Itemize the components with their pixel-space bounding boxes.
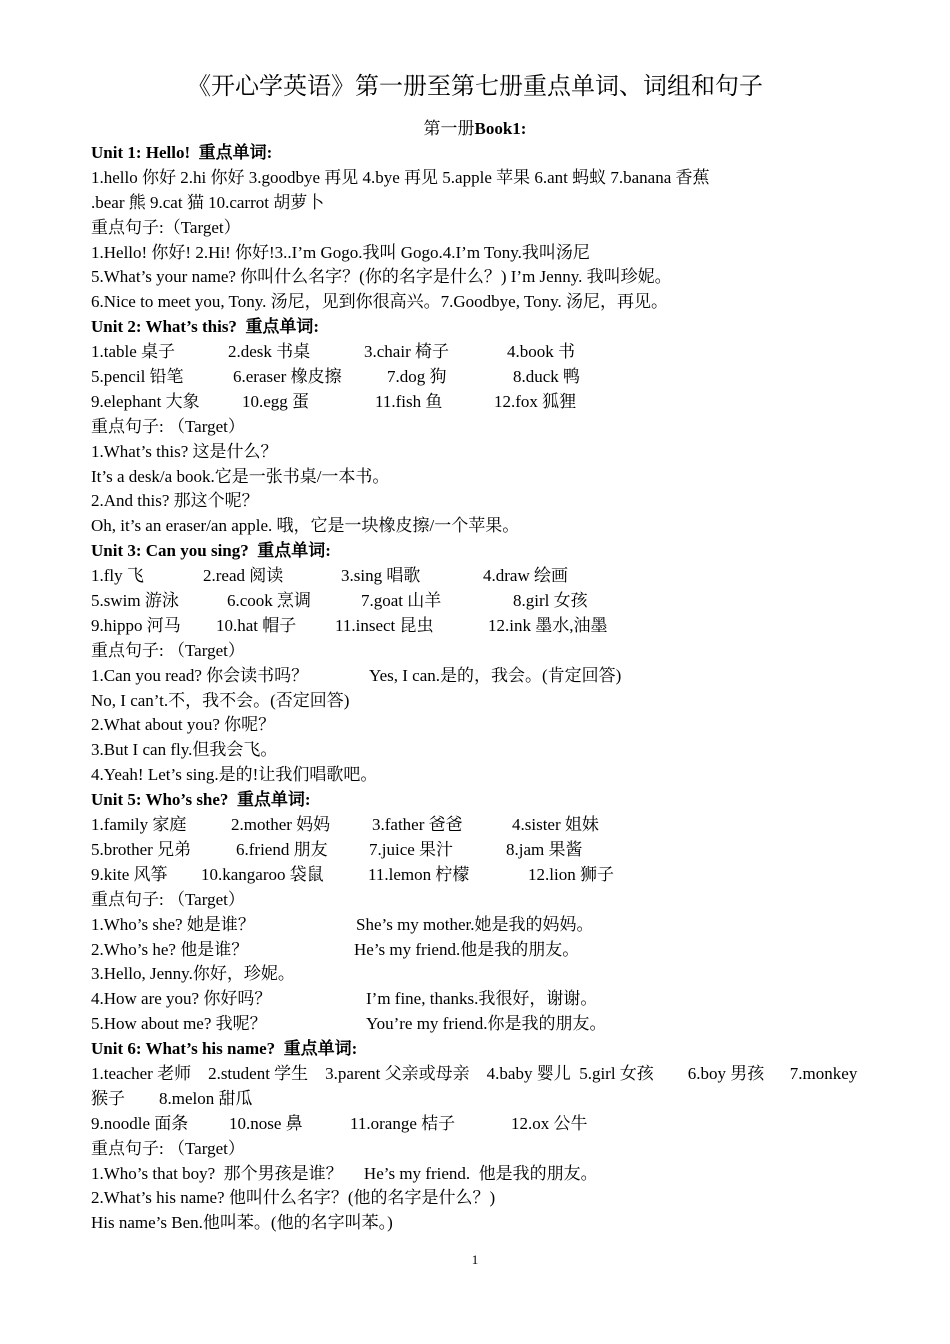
word-item: 3.chair 椅子 — [364, 342, 449, 362]
word-item: 10.kangaroo 袋鼠 — [201, 864, 324, 884]
target-heading: 重点句子: （Target） — [91, 1138, 245, 1158]
word-item: 8.jam 果酱 — [506, 839, 583, 859]
target-heading: 重点句子: （Target） — [91, 889, 245, 909]
unit-heading: Unit 5: Who’s she? 重点单词: — [91, 790, 311, 810]
sentence-question: 4.How are you? 你好吗？ — [91, 989, 272, 1009]
content — [91, 141, 881, 1236]
word-item: 11.insect 昆虫 — [335, 615, 434, 635]
sentence-answer: I’m fine, thanks.我很好，谢谢。 — [366, 989, 598, 1009]
sentence-question: 5.How about me? 我呢？ — [91, 1014, 267, 1034]
word-item: 4.book 书 — [507, 342, 575, 362]
word-row — [91, 813, 881, 838]
sentence-line: His name’s Ben.他叫苯。(他的名字叫苯。) — [91, 1213, 393, 1233]
sentence-row — [91, 987, 881, 1012]
word-row — [91, 589, 881, 614]
sentence-line: No, I can’t.不，我不会。(否定回答) — [91, 690, 350, 710]
word-item: 12.fox 狐狸 — [494, 391, 577, 411]
word-row — [91, 365, 881, 390]
word-item: 1.fly 飞 — [91, 566, 144, 586]
word-item: 5.brother 兄弟 — [91, 839, 192, 859]
word-item: 10.hat 帽子 — [216, 615, 297, 635]
unit-heading: Unit 2: What’s this? 重点单词: — [91, 317, 320, 337]
sentence-line: 1.Who’s that boy? 那个男孩是谁？ He’s my friend. 他是我的朋友。 — [91, 1163, 598, 1183]
page-number: 1 — [471, 1252, 479, 1267]
word-item: 3.father 爸爸 — [372, 815, 463, 835]
word-item: 5.pencil 铅笔 — [91, 367, 184, 387]
word-row — [91, 340, 881, 365]
word-row — [91, 1112, 881, 1137]
sentence-line: Oh, it’s an eraser/an apple. 哦，它是一块橡皮擦/一个苹果。 — [91, 516, 520, 536]
target-heading: 重点句子: （Target） — [91, 640, 245, 660]
word-item: 7.dog 狗 — [387, 367, 447, 387]
word-item: 8.girl 女孩 — [513, 591, 588, 611]
sentence-line: 2.What about you? 你呢？ — [91, 715, 276, 735]
sentence-line: 5.What’s your name? 你叫什么名字？(你的名字是什么？) I’m Jenny. 我叫珍妮。 — [91, 267, 672, 287]
sentence-line: 1.What’s this? 这是什么？ — [91, 441, 278, 461]
sentence-answer: Yes, I can.是的，我会。(肯定回答) — [369, 665, 622, 685]
unit-heading: Unit 1: Hello! 重点单词: — [91, 143, 273, 162]
word-item: 8.duck 鸭 — [513, 367, 581, 387]
sentence-line: 3.But I can fly.但我会飞。 — [91, 740, 278, 760]
sentence-line: 3.Hello, Jenny.你好，珍妮。 — [91, 964, 295, 984]
word-item: 4.draw 绘画 — [483, 566, 568, 586]
word-item: 2.desk 书桌 — [228, 342, 311, 362]
sentence-answer: You’re my friend.你是我的朋友。 — [366, 1014, 607, 1034]
sentence-question: 1.Who’s she? 她是谁？ — [91, 914, 255, 934]
word-row — [91, 838, 881, 863]
sentence-row — [91, 913, 881, 938]
sentence-question: 1.Can you read? 你会读书吗？ — [91, 665, 309, 685]
word-item: 11.lemon 柠檬 — [368, 864, 470, 884]
sentence-line: 2.And this? 那这个呢？ — [91, 491, 259, 511]
word-item: 4.sister 姐妹 — [512, 815, 599, 835]
word-item: 11.orange 桔子 — [350, 1113, 456, 1133]
sentence-question: 2.Who’s he? 他是谁？ — [91, 939, 249, 959]
word-item: 11.fish 鱼 — [375, 391, 443, 411]
sentence-row — [91, 664, 881, 689]
target-heading: 重点句子:（Target） — [91, 217, 241, 237]
word-item: 1.table 桌子 — [91, 342, 176, 362]
sentence-line: It’s a desk/a book.它是一张书桌/一本书。 — [91, 466, 390, 486]
word-item: 3.sing 唱歌 — [341, 566, 421, 586]
book-label: 第一册 — [423, 119, 475, 138]
sentence-answer: She’s my mother.她是我的妈妈。 — [356, 914, 594, 934]
word-item: 6.cook 烹调 — [227, 591, 312, 611]
word-item: 12.ink 墨水,油墨 — [488, 615, 608, 635]
sentence-row — [91, 938, 881, 963]
sentence-answer: He’s my friend.他是我的朋友。 — [354, 939, 580, 959]
word-line: 1.hello 你好 2.hi 你好 3.goodbye 再见 4.bye 再见 5.apple 苹果 6.ant 蚂蚁 7.banana 香蕉 — [91, 167, 710, 187]
document-title: 《开心学英语》第一册至第七册重点单词、词组和句子 — [187, 74, 763, 100]
unit-heading: Unit 3: Can you sing? 重点单词: — [91, 541, 331, 561]
word-row — [91, 614, 881, 639]
word-line: .bear 熊 9.cat 猫 10.carrot 胡萝卜 — [91, 192, 325, 212]
word-row — [91, 564, 881, 589]
word-row — [91, 863, 881, 888]
word-item: 9.hippo 河马 — [91, 615, 181, 635]
word-item: 2.read 阅读 — [203, 566, 284, 586]
word-item: 6.eraser 橡皮擦 — [233, 367, 342, 387]
word-item: 2.mother 妈妈 — [231, 815, 331, 835]
word-line: 1.teacher 老师 2.student 学生 3.parent 父亲或母亲 4.baby 婴儿 5.girl 女孩 6.boy 男孩 7.monkey 猴子 8.melon 甜瓜 — [91, 1063, 862, 1108]
target-heading: 重点句子: （Target） — [91, 416, 245, 436]
book-heading — [0, 116, 950, 142]
word-item: 9.noodle 面条 — [91, 1113, 189, 1133]
unit-heading: Unit 6: What’s his name? 重点单词: — [91, 1039, 358, 1059]
word-item: 9.elephant 大象 — [91, 391, 200, 411]
word-row — [91, 390, 881, 415]
word-item: 12.ox 公牛 — [511, 1113, 588, 1133]
sentence-row — [91, 1012, 881, 1037]
sentence-line: 1.Hello! 你好! 2.Hi! 你好!3..I’m Gogo.我叫 Gogo.4.I’m Tony.我叫汤尼 — [91, 242, 590, 262]
word-item: 7.goat 山羊 — [361, 591, 442, 611]
word-item: 5.swim 游泳 — [91, 591, 179, 611]
sentence-line: 4.Yeah! Let’s sing.是的!让我们唱歌吧。 — [91, 765, 378, 785]
word-item: 1.family 家庭 — [91, 815, 187, 835]
word-item: 9.kite 风筝 — [91, 864, 168, 884]
word-item: 10.nose 鼻 — [229, 1113, 303, 1133]
word-item: 7.juice 果汁 — [369, 839, 454, 859]
word-item: 12.lion 狮子 — [528, 864, 614, 884]
sentence-line: 6.Nice to meet you, Tony. 汤尼，见到你很高兴。7.Goodbye, Tony. 汤尼，再见。 — [91, 292, 668, 312]
word-item: 6.friend 朋友 — [236, 839, 328, 859]
sentence-line: 2.What’s his name? 他叫什么名字？(他的名字是什么？) — [91, 1188, 496, 1208]
word-item: 10.egg 蛋 — [242, 391, 310, 411]
book-label-bold: Book1: — [474, 119, 527, 138]
